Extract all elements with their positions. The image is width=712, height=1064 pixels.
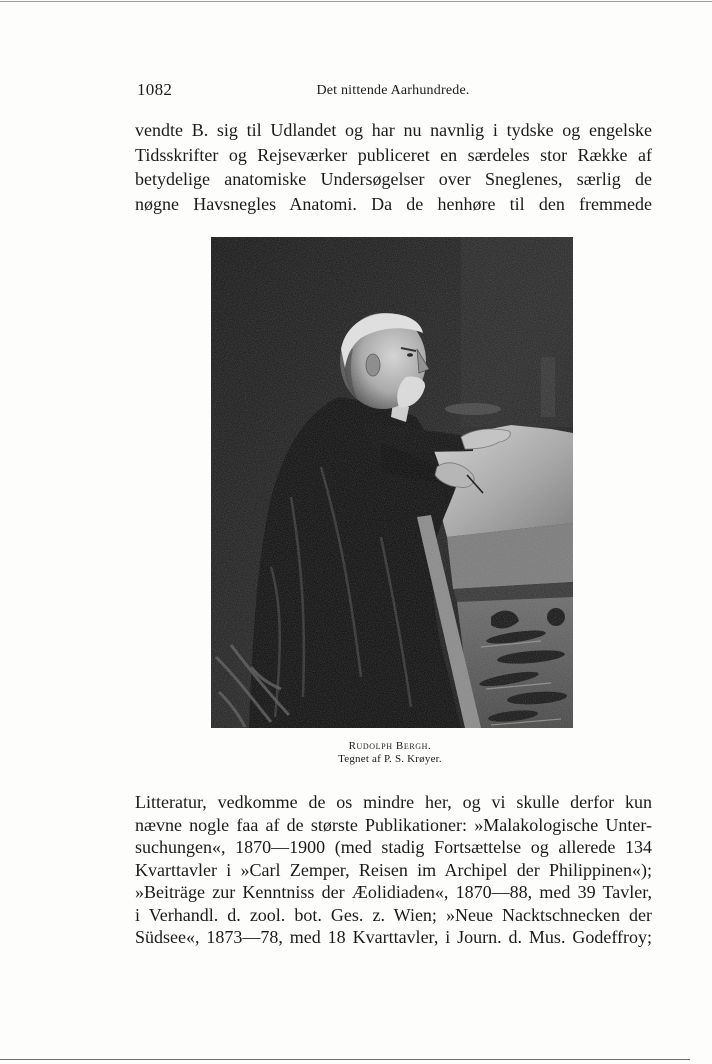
paragraph-bottom — [135, 791, 652, 949]
figure-caption-credit: Tegnet af P. S. Krøyer. — [338, 753, 442, 765]
text-line: vendte B. sig til Udlandet og har nu navnlig i tydske og engelske — [135, 120, 652, 140]
portrait-illustration — [211, 237, 573, 728]
paragraph-top — [135, 118, 652, 217]
scan-edge-top — [0, 1, 712, 2]
figure-caption-name: Rudolph Bergh. — [348, 740, 432, 752]
halftone-grain — [211, 237, 573, 728]
text-line: nævne nogle faa af de største Publikationer: »Malakologische Unter- — [135, 814, 652, 835]
text-line: Südsee«, 1873—78, med 18 Kvarttavler, i Journ. d. Mus. Godeffroy; — [135, 927, 652, 947]
text-line: suchungen«, 1870—1900 (med stadig Fortsættelse og allerede 134 — [135, 837, 652, 857]
portrait-figure — [211, 237, 573, 728]
page-number: 1082 — [137, 80, 173, 99]
text-line: »Beiträge zur Kenntniss der Æolidiaden«, 1870—88, med 39 Tavler, — [135, 882, 652, 902]
text-line: betydelige anatomiske Undersøgelser over Sneglenes, særlig de — [135, 169, 652, 190]
text-line: Litteratur, vedkomme de os mindre her, og vi skulle derfor kun — [135, 792, 652, 812]
text-line: nøgne Havsnegles Anatomi. Da de henhøre til den fremmede — [135, 194, 652, 215]
text-line: i Verhandl. d. zool. bot. Ges. z. Wien; »Neue Nacktschnecken der — [135, 904, 652, 925]
text-line: Kvarttavler i »Carl Zemper, Reisen im Archipel der Philippinen«); — [135, 859, 652, 880]
running-title: Det nittende Aarhundrede. — [316, 83, 470, 98]
text-line: Tidsskrifter og Rejseværker publiceret en særdeles stor Række af — [135, 144, 652, 165]
scan-edge-bottom — [0, 1059, 690, 1060]
